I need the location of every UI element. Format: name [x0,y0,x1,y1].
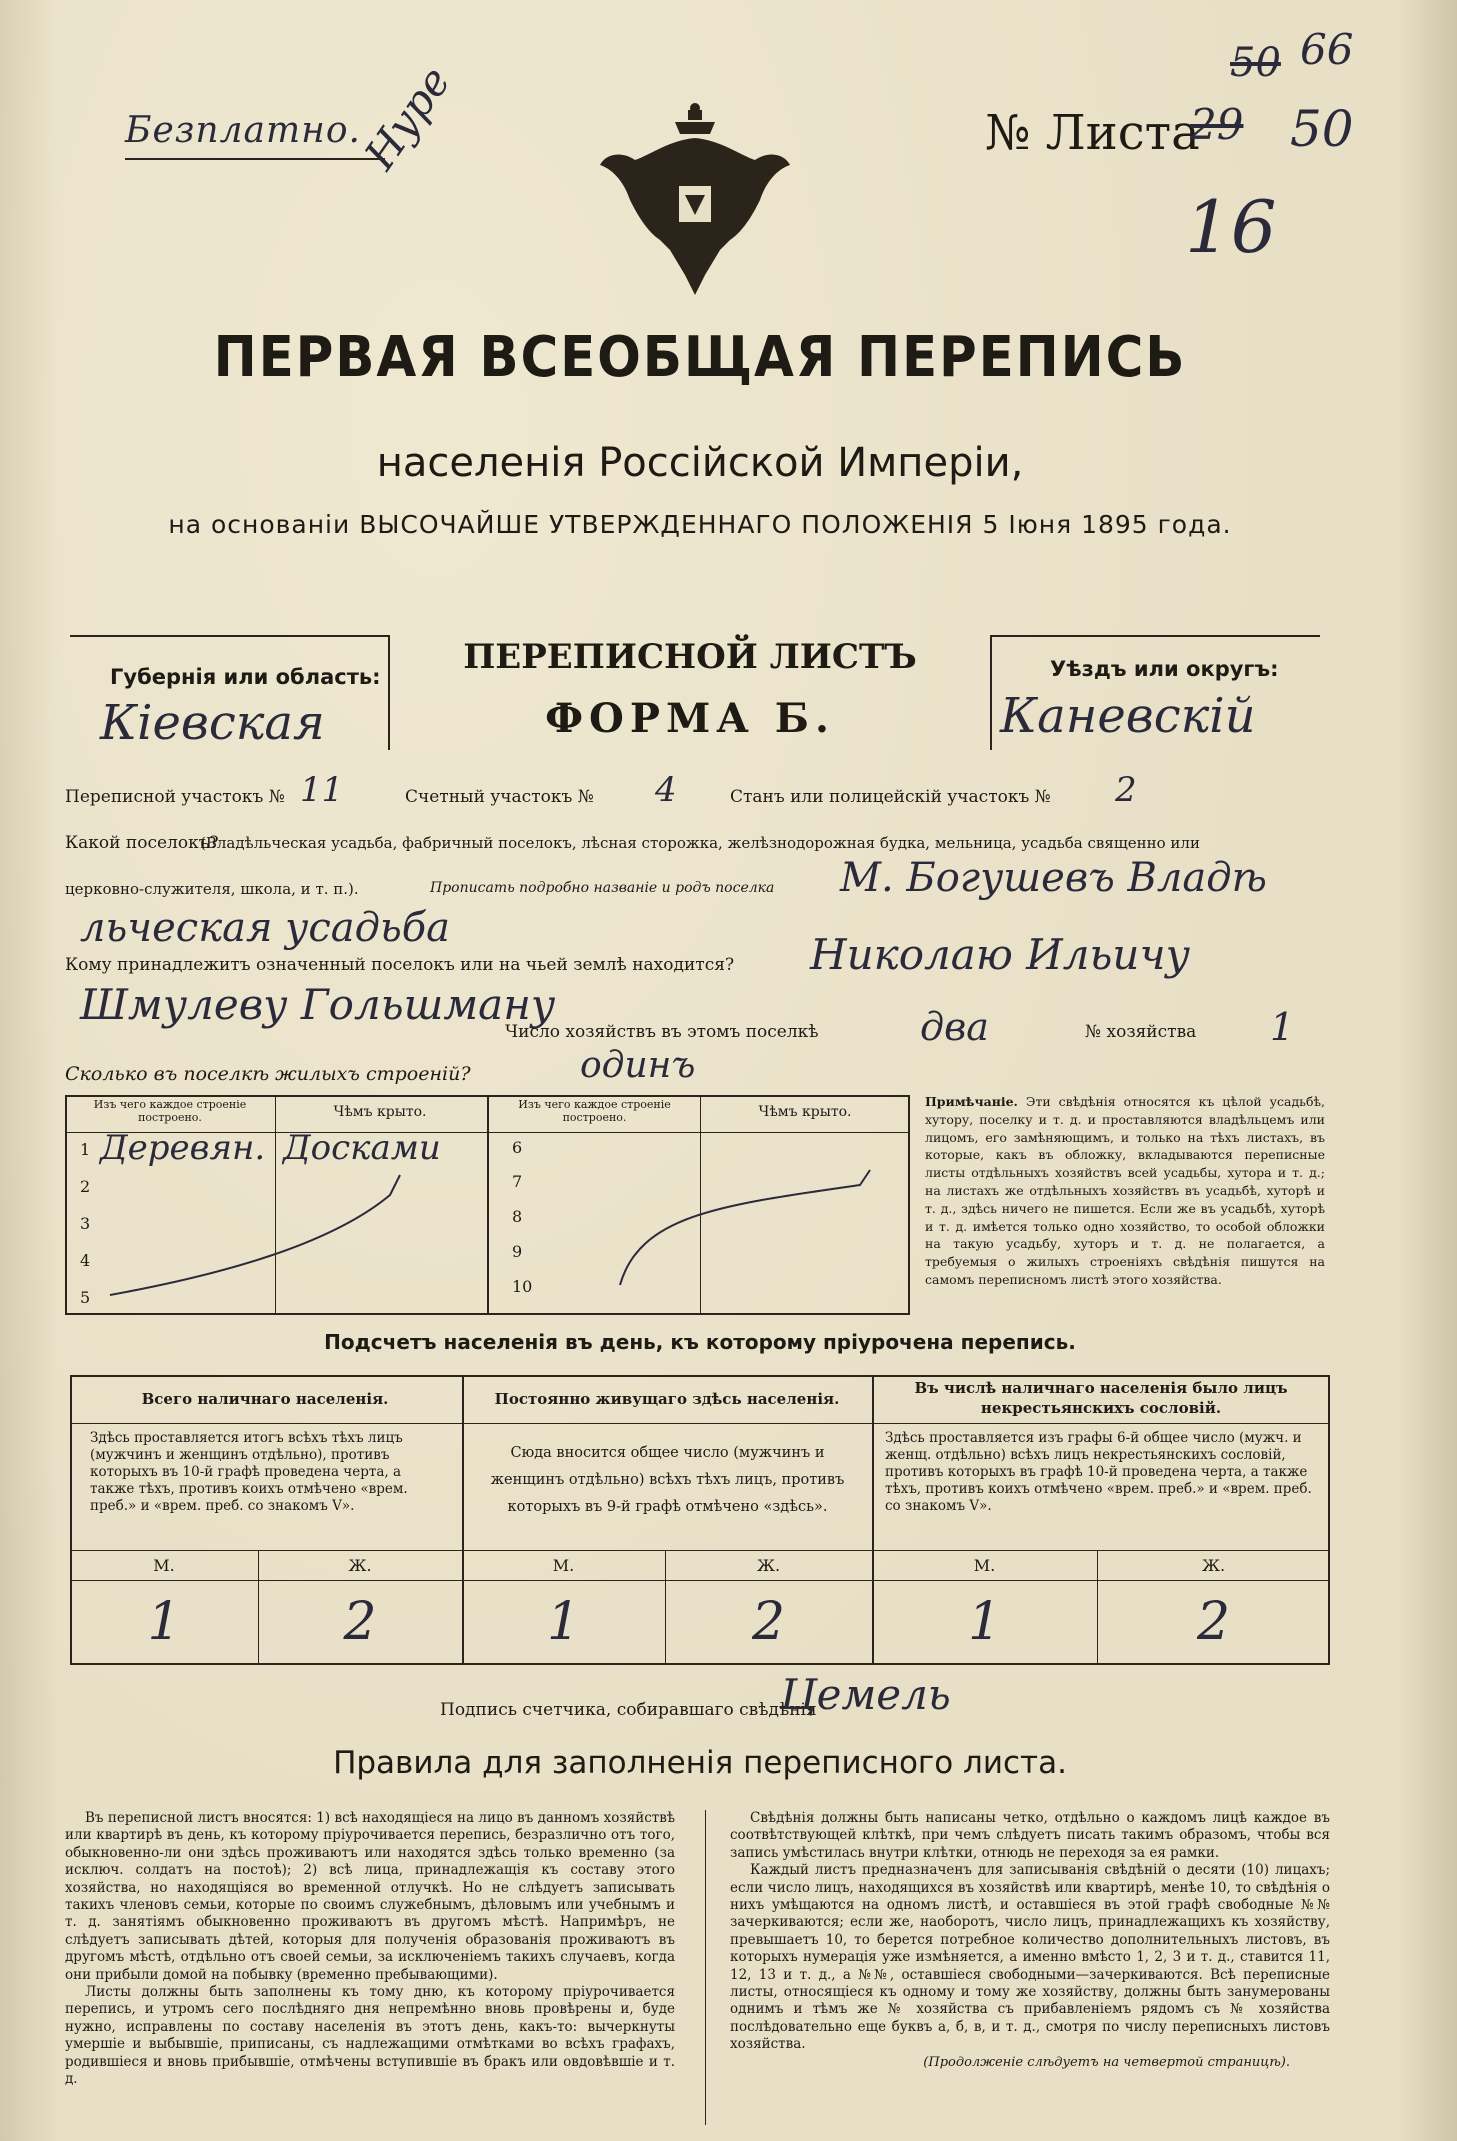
row-number: 2 [80,1177,91,1196]
rules-column-divider [705,1810,706,2125]
pop-value: 2 [751,1592,786,1652]
corner-number-value: 66 [1300,25,1354,74]
pop-title-line [70,1423,1330,1424]
district-value: Каневскій [1000,688,1256,744]
row-number: 8 [512,1207,523,1226]
row-number: 6 [512,1138,523,1157]
note-title: Примѣчаніе. [925,1094,1018,1109]
buildings-col-material-left: Изъ чего каждое строеніе построено. [93,1098,247,1124]
households-label: Число хозяйствъ въ этомъ поселкѣ [505,1022,819,1042]
households-value: два [920,1005,989,1049]
pop-f-label-2: Ж. [756,1556,781,1575]
rules-left-para-1: Въ переписной листъ вносятся: 1) всѣ находящіеся на лицо въ данномъ хозяйствѣ или квартирѣ въ день, къ которому пріурочивается перепись, безразлично отъ того, обыкновенно-ли они здѣсь проживаютъ или находятся здѣсь только временно (за исключ. солдатъ на постоѣ); 2) всѣ лица, принадлежащія къ составу этого хозяйства, но находящіяся во временной отлучкѣ. Но не слѣдуетъ записывать такихъ членовъ семьи, которые по своимъ служебнымъ, дѣловымъ или учебнымъ и т. д. занятіямъ обыкновенно проживаютъ въ другомъ мѣстѣ. Напримѣръ, не слѣдуетъ записывать дѣтей, которыя для полученія образованія проживаютъ въ другомъ мѣстѣ, отдѣльно отъ своей семьи, за исключеніемъ такихъ случаевъ, когда они прибыли домой на побывку (временно пребывающими). [65,1810,675,1983]
rules-right-para-2: Каждый листъ предназначенъ для записыванія свѣдѣній о десяти (10) лицахъ; если число лицъ, находящихся въ хозяйствѣ или квартирѣ, менѣе 10, то свѣдѣнія о нихъ умѣщаются на одномъ листѣ, и оставшіеся въ этой графѣ свободные №№ зачеркиваются; если же, наоборотъ, число лицъ, принадлежащихъ къ хозяйству, превышаетъ 10, то берется потребное количество дополнительныхъ листовъ, въ которыхъ нумерація уже измѣняется, а именно вмѣсто 1, 2, 3 и т. д., ставится 11, 12, 13 и т. д., а №№, оставшіеся свободными—зачеркиваются. Всѣ переписные листы, относящіеся къ одному и тому же хозяйству, должны быть занумерованы однимъ и тѣмъ же № хозяйства съ прибавленіемъ рядомъ съ № хозяйства послѣдовательно еще буквъ а, б, в, и т. д., смотря по числу переписныхъ листовъ хозяйства. [730,1862,1330,2053]
settlement-value-2: льческая усадьба [80,905,450,951]
pop-col3-title: Въ числѣ наличнаго населенія было лицъ некрестьянскихъ сословій. [914,1379,1288,1417]
free-label: Безплатно. [125,110,361,151]
pop-value: 1 [967,1592,1002,1652]
pop-m-label-3: М. [973,1556,996,1575]
note-block [925,1093,1325,1289]
rules-right-para-1: Свѣдѣнія должны быть написаны четко, отдѣльно о каждомъ лицѣ каждое въ соотвѣтствующей клѣткѣ, при чемъ слѣдуетъ писать такимъ образомъ, чтобы вся запись умѣстилась внутри клѣтки, отнюдь не переходя за ея рамки. [730,1810,1330,1861]
pop-m-label-2: М. [552,1556,575,1575]
count-area-value: 4 [655,770,677,810]
pop-col1-title: Всего наличнаго населенія. [141,1390,389,1408]
handwritten-note: Нуре [355,57,460,179]
rules-left-column [65,1810,675,2089]
owner-value-2: Шмулеву Гольшману [80,980,556,1029]
subtitle: населенія Россійской Имперіи, [376,440,1024,486]
form-name: ФОРМА Б. [545,695,835,742]
legal-basis: на основаніи ВЫСОЧАЙШЕ УТВЕРЖДЕННАГО ПОЛОЖЕНІЯ 5 Іюня 1895 года. [168,510,1232,539]
district-top-line [990,635,1320,637]
rules-heading: Правила для заполненія переписного листа. [333,1745,1067,1781]
household-number-value: 1 [1270,1005,1295,1049]
note-text: Эти свѣдѣнія относятся къ цѣлой усадьбѣ, хутору, поселку и т. д. и проставляются владѣльцемъ или лицомъ, его замѣняющимъ, и только на тѣхъ листахъ, въ которые, какъ въ обложку, вкладываются переписные листы отдѣльныхъ хозяйствъ всей усадьбы, хутора и т. д.; на листахъ же отдѣльныхъ хозяйствъ въ усадьбѣ, хуторѣ и т. д., здѣсь ничего не пишется. Если же въ усадьбѣ, хуторѣ и т. д. имѣется только одно хозяйство, то особой обложки на такую усадьбу, хуторъ и т. д. не полагается, а требуемыя о жилыхъ строеніяхъ свѣдѣнія пишутся на самомъ переписномъ листѣ этого хозяйства. [925,1094,1325,1287]
row-number: 1 [80,1140,91,1159]
free-underline [125,158,385,160]
pop-m-label-1: М. [153,1556,175,1575]
pop-f-label-3: Ж. [1201,1556,1226,1575]
row-number: 3 [80,1214,91,1233]
province-top-line [70,635,390,637]
pop-value: 2 [343,1592,377,1652]
pop-value: 1 [147,1592,181,1652]
stan-value: 2 [1115,770,1137,810]
handwritten-16: 16 [1185,185,1277,269]
pop-col3-text: Здѣсь проставляется изъ графы 6-й общее число (мужч. и женщ. отдѣльно) всѣхъ лицъ некрестьянскихъ сословій, противъ которыхъ въ графѣ 10-й проведена черта, а также тѣхъ, противъ коихъ отмѣчено «врем. преб.» и «врем. преб. со знакомъ V». [885,1430,1312,1514]
row1-material-value: Деревян. [100,1128,266,1168]
imperial-eagle-emblem [590,100,800,300]
dash-strikes [100,1165,890,1315]
pop-col2-title: Постоянно живущаго здѣсь населенія. [494,1390,840,1408]
census-area-label: Переписной участокъ № [65,787,285,807]
buildings-col-roof-left: Чѣмъ крыто. [333,1104,427,1120]
sheet-title: ПЕРЕПИСНОЙ ЛИСТЪ [463,637,917,677]
rules-left-para-2: Листы должны быть заполнены къ тому дню, къ которому пріурочивается перепись, и утромъ сего послѣдняго дня непремѣнно вновь провѣрены и, буде нужно, исправлены по составу населенія въ этотъ день, какъ-то: вычеркнуты умершіе и выбывшіе, приписаны, съ надлежащими отмѣтками во всѣхъ графахъ, родившіеся и вновь прибывшіе, отмѣчены вступившіе въ бракъ или овдовѣвшіе и т. д. [65,1984,675,2088]
pop-text-line [70,1550,1330,1551]
row-number: 7 [512,1172,523,1191]
count-area-label: Счетный участокъ № [405,787,594,807]
row-number: 10 [512,1277,533,1296]
row-number: 4 [80,1251,91,1270]
census-area-value: 11 [300,770,344,810]
buildings-value: одинъ [580,1045,696,1086]
household-number-label: № хозяйства [1085,1022,1197,1042]
settlement-label: Какой поселокъ? [65,833,219,853]
pop-col1-text: Здѣсь проставляется итогъ всѣхъ тѣхъ лицъ (мужчинъ и женщинъ отдѣльно), противъ которыхъ въ 10-й графѣ проведена черта, а также тѣхъ, противъ коихъ отмѣчено «врем. преб.» и «врем. преб. со знакомъ V». [90,1430,408,1514]
owner-label: Кому принадлежитъ означенный поселокъ или на чьей землѣ находится? [65,955,735,975]
province-value: Кіевская [100,695,325,751]
province-label: Губернія или область: [110,665,381,689]
rules-continued-note: (Продолженіе слѣдуетъ на четвертой страницѣ). [923,2054,1290,2070]
sheet-number-crossed: 29 [1190,100,1244,149]
owner-value-1: Николаю Ильичу [810,930,1190,979]
pop-value: 1 [546,1592,581,1652]
settlement-hint-2: церковно-служителя, школа, и т. п.). [65,880,359,898]
pop-col2-text: Сюда вносится общее число (мужчинъ и женщинъ отдѣльно) всѣхъ тѣхъ лицъ, противъ которыхъ въ 9-й графѣ отмѣчено «здѣсь». [490,1445,845,1515]
corner-number-crossed: 50 [1230,40,1281,86]
signature-label: Подпись счетчика, собиравшаго свѣдѣнія [440,1700,817,1720]
rules-right-column [730,1810,1330,2071]
pop-mf-line [70,1580,1330,1581]
sheet-number-label: № Листа [985,105,1200,161]
settlement-hint-1: (Владѣльческая усадьба, фабричный поселокъ, лѣсная сторожка, желѣзнодорожная будка, мельница, усадьба священно или [200,834,1200,852]
settlement-value-1: М. Богушевъ Владѣ [840,855,1267,901]
buildings-col-material-right: Изъ чего каждое строеніе построено. [518,1098,671,1124]
row1-roof-value: Досками [283,1128,441,1168]
main-title: ПЕРВАЯ ВСЕОБЩАЯ ПЕРЕПИСЬ [213,325,1187,390]
buildings-label: Сколько въ поселкѣ жилыхъ строеній? [65,1063,471,1085]
buildings-col-roof-right: Чѣмъ крыто. [758,1104,852,1120]
settlement-hint-3: Прописать подробно названіе и родъ поселка [430,880,775,896]
row-number: 9 [512,1242,523,1261]
sheet-number-value: 50 [1290,100,1354,158]
population-heading: Подсчетъ населенія въ день, къ которому пріурочена перепись. [324,1330,1076,1354]
district-label: Уѣздъ или округъ: [1050,657,1279,681]
stan-label: Станъ или полицейскій участокъ № [730,787,1051,807]
pop-f-label-1: Ж. [348,1556,372,1575]
row-number: 5 [80,1288,91,1307]
pop-value: 2 [1196,1592,1231,1652]
signature-value: Цемель [780,1670,951,1719]
